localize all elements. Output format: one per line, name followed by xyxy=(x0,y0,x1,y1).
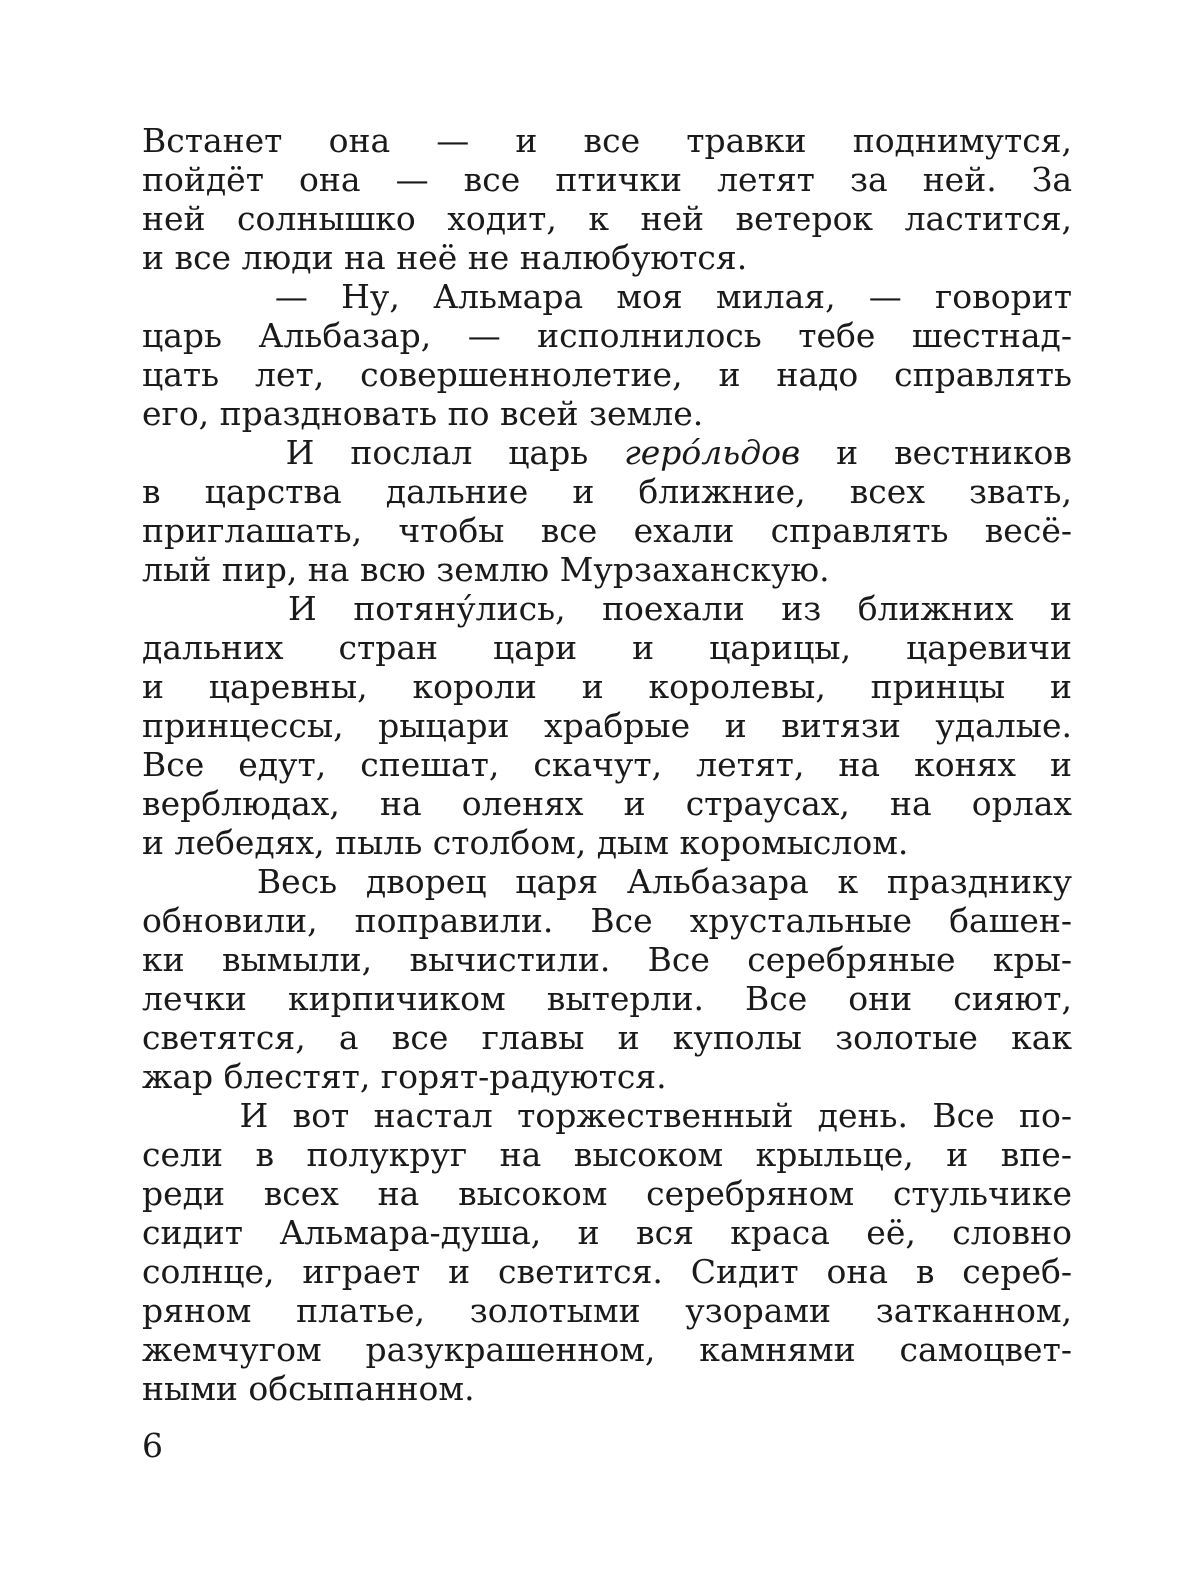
text-segment: сели в полукруг на высоком крыльце, и впе- xyxy=(142,1135,1072,1174)
text-segment: реди всех на высоком серебряном стульчике xyxy=(142,1174,1072,1213)
text-line xyxy=(142,277,1072,316)
text-segment: ными обсыпанном. xyxy=(142,1369,475,1408)
page-number: 6 xyxy=(142,1426,163,1465)
paragraph xyxy=(142,121,1072,277)
text-line xyxy=(142,940,1072,979)
text-segment: И вот настал торжественный день. Все по- xyxy=(142,1096,1072,1135)
text-segment: жемчугом разукрашенном, камнями самоцвет- xyxy=(142,1330,1072,1369)
text-line xyxy=(142,199,1072,238)
text-line xyxy=(142,433,1072,472)
text-segment: цать лет, совершеннолетие, и надо справлять xyxy=(142,355,1072,394)
text-segment: в царства дальние и ближние, всех звать, xyxy=(142,472,1072,511)
text-line xyxy=(142,979,1072,1018)
text-line xyxy=(142,394,1072,433)
text-segment: солнце, играет и светится. Сидит она в сереб- xyxy=(142,1252,1072,1291)
text-line xyxy=(142,901,1072,940)
text-segment: Все едут, спешат, скачут, летят, на конях и xyxy=(142,745,1072,784)
text-line xyxy=(142,1096,1072,1135)
text-line xyxy=(142,316,1072,355)
text-segment: И потяну́лись, поехали из ближних и xyxy=(142,589,1072,628)
text-segment: и лебедях, пыль столбом, дым коромыслом. xyxy=(142,823,909,862)
text-line xyxy=(142,745,1072,784)
text-line xyxy=(142,628,1072,667)
text-line xyxy=(142,862,1072,901)
paragraph xyxy=(142,1096,1072,1408)
text-segment: ряном платье, золотыми узорами затканном, xyxy=(142,1291,1072,1330)
text-segment: жар блестят, горят-радуются. xyxy=(142,1057,667,1096)
text-line xyxy=(142,472,1072,511)
text-segment: принцессы, рыцари храбрые и витязи удалые. xyxy=(142,706,1072,745)
text-line xyxy=(142,1135,1072,1174)
text-segment: Встанет она — и все травки поднимутся, xyxy=(142,121,1072,160)
text-line xyxy=(142,1252,1072,1291)
text-segment: его, праздновать по всей земле. xyxy=(142,394,704,433)
text-line xyxy=(142,121,1072,160)
text-segment: и все люди на неё не налюбуются. xyxy=(142,238,748,277)
text-line xyxy=(142,160,1072,199)
text-line xyxy=(142,667,1072,706)
text-segment: приглашать, чтобы все ехали справлять весё- xyxy=(142,511,1072,550)
text-line xyxy=(142,784,1072,823)
text-segment: дальних стран цари и царицы, царевичи xyxy=(142,628,1072,667)
text-line xyxy=(142,511,1072,550)
body-text xyxy=(142,121,1072,1408)
text-segment: — Ну, Альмара моя милая, — говорит xyxy=(142,277,1072,316)
text-line xyxy=(142,1057,1072,1096)
text-segment: ней солнышко ходит, к ней ветерок ластится, xyxy=(142,199,1072,238)
text-line xyxy=(142,589,1072,628)
text-segment: Весь дворец царя Альбазара к празднику xyxy=(142,862,1072,901)
text-line xyxy=(142,238,1072,277)
paragraph xyxy=(142,433,1072,589)
text-segment: лечки кирпичиком вытерли. Все они сияют, xyxy=(142,979,1072,1018)
text-line xyxy=(142,355,1072,394)
paragraph xyxy=(142,589,1072,862)
text-line xyxy=(142,1174,1072,1213)
text-line xyxy=(142,706,1072,745)
text-line xyxy=(142,1291,1072,1330)
text-segment: пойдёт она — все птички летят за ней. За xyxy=(142,160,1072,199)
text-line xyxy=(142,1330,1072,1369)
text-segment: и вестников xyxy=(800,433,1072,472)
text-segment: И послал царь xyxy=(142,433,625,472)
italic-term: геро́льдов xyxy=(624,433,801,472)
text-segment: лый пир, на всю землю Мурзаханскую. xyxy=(142,550,830,589)
text-line xyxy=(142,1018,1072,1057)
text-segment: ки вымыли, вычистили. Все серебряные кры- xyxy=(142,940,1072,979)
text-segment: верблюдах, на оленях и страусах, на орлах xyxy=(142,784,1072,823)
text-segment: светятся, а все главы и куполы золотые как xyxy=(142,1018,1072,1057)
paragraph xyxy=(142,862,1072,1096)
text-line xyxy=(142,550,1072,589)
text-line xyxy=(142,823,1072,862)
text-segment: и царевны, короли и королевы, принцы и xyxy=(142,667,1072,706)
text-segment: царь Альбазар, — исполнилось тебе шестнад- xyxy=(142,316,1072,355)
paragraph xyxy=(142,277,1072,433)
text-line xyxy=(142,1213,1072,1252)
text-segment: сидит Альмара-душа, и вся краса её, словно xyxy=(142,1213,1072,1252)
text-line xyxy=(142,1369,1072,1408)
text-segment: обновили, поправили. Все хрустальные башен- xyxy=(142,901,1072,940)
